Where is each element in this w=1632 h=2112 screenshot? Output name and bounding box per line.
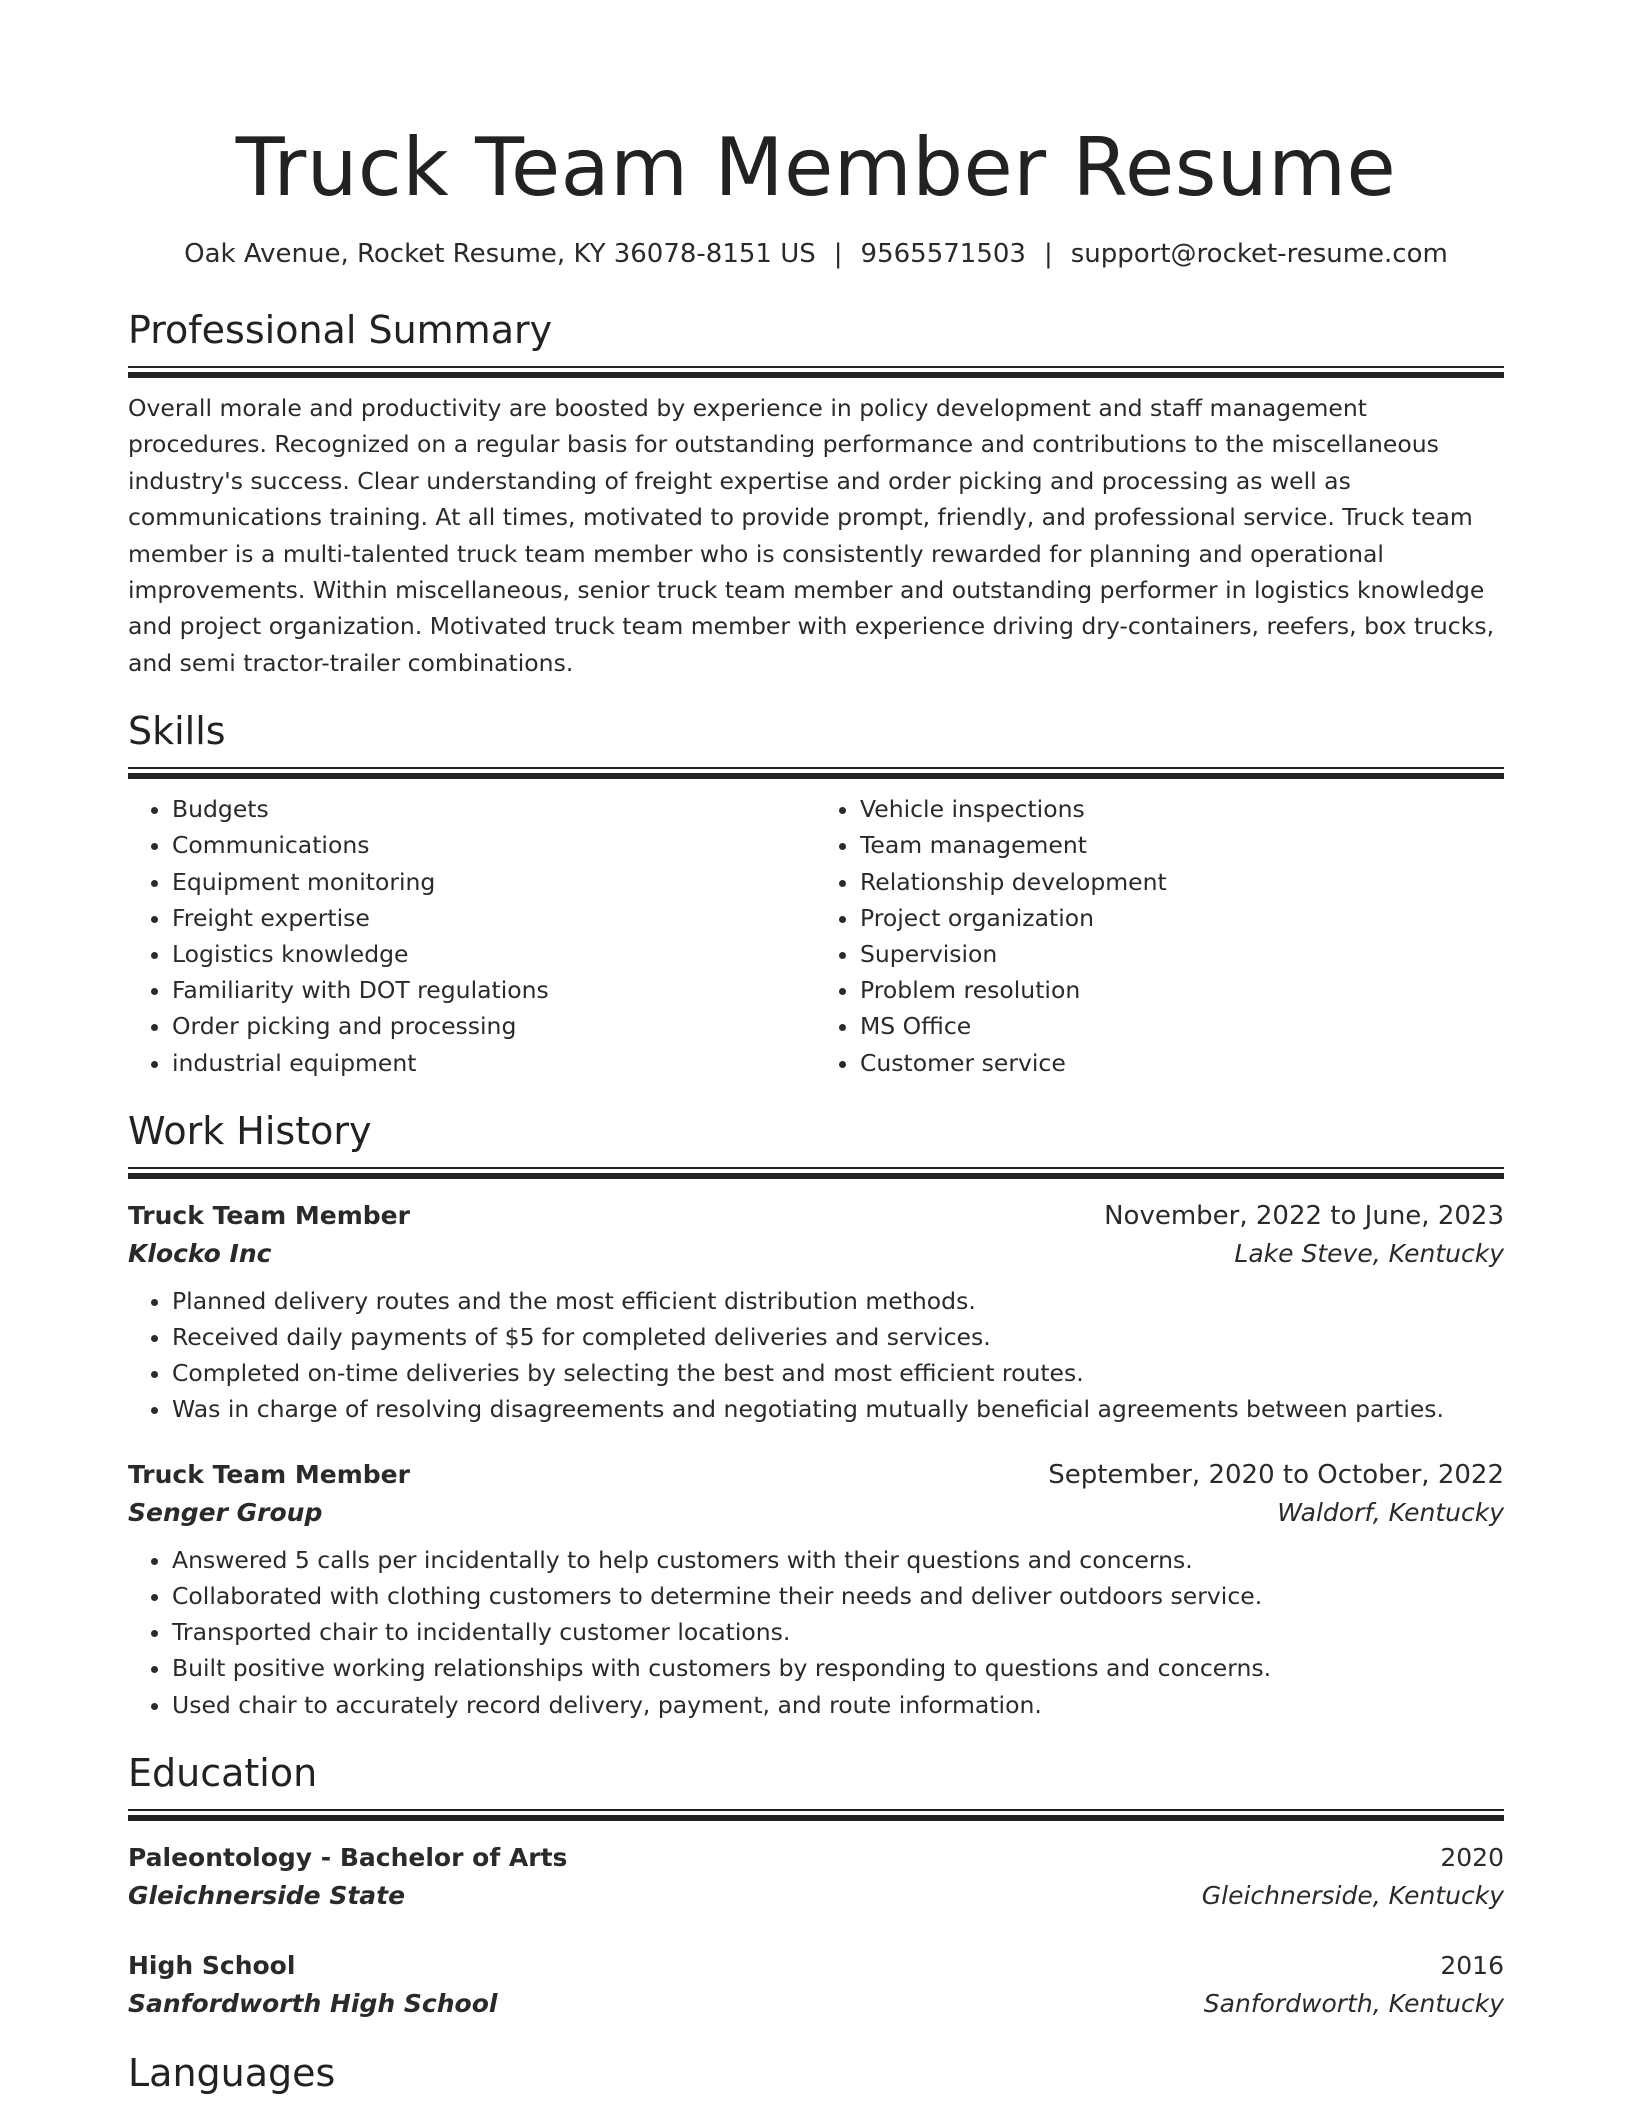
skill-item: • MS Office [860,1008,1504,1044]
section-divider [128,767,1504,779]
education-school: Gleichnerside State [128,1880,406,1910]
skills-left-list [128,791,816,1081]
skill-item: • Freight expertise [172,900,816,936]
job-bullet: • Was in charge of resolving disagreements and negotiating mutually beneficial agreements between parties. [172,1391,1504,1427]
job-bullet: • Received daily payments of $5 for completed deliveries and services. [172,1319,1504,1355]
languages-section [128,2047,1504,2099]
education-heading: Education [128,1750,318,1795]
job-location: Waldorf, Kentucky [1277,1497,1504,1527]
job-company: Klocko Inc [128,1238,272,1268]
job-bullet: • Used chair to accurately record delivery, payment, and route information. [172,1687,1504,1723]
job-bullets [128,1283,1504,1428]
education-school: Sanfordworth High School [128,1988,498,2018]
education-entry [128,1947,1504,2023]
skill-item: • Team management [860,827,1504,863]
contact-phone: 9565571503 [860,239,1026,269]
skill-item: • Order picking and processing [172,1008,816,1044]
job-title: Truck Team Member [128,1459,410,1489]
summary-heading: Professional Summary [128,308,553,352]
job-bullet: • Transported chair to incidentally customer locations. [172,1614,1504,1650]
summary-section [128,304,1504,681]
job-header-row [128,1456,1504,1494]
education-year: 2020 [1440,1842,1504,1872]
work-section [128,1105,1504,1723]
contact-email: support@rocket-resume.com [1070,239,1448,269]
education-location: Sanfordworth, Kentucky [1203,1988,1504,2018]
education-school-row [128,1985,1504,2023]
skill-item: • Familiarity with DOT regulations [172,972,816,1008]
skill-item: • industrial equipment [172,1045,816,1081]
job-bullets [128,1542,1504,1723]
education-school-row [128,1877,1504,1915]
skill-item: • Vehicle inspections [860,791,1504,827]
job-dates: November, 2022 to June, 2023 [1104,1200,1504,1231]
summary-text: Overall morale and productivity are boosted by experience in policy development and staff management procedures. Recognized on a regular basis for outstanding performance and contributions to the miscellaneous industry's success. Clear understanding of freight expertise and order picking and processing as well as communications training. At all times, motivated to provide prompt, friendly, and professional service. Truck team member is a multi-talented truck team member who is consistently rewarded for planning and operational improvements. Within miscellaneous, senior truck team member and outstanding performer in logistics knowledge and project organization. Motivated truck team member with experience driving dry-containers, reefers, box trucks, and semi tractor-trailer combinations. [128,394,1495,677]
job-location: Lake Steve, Kentucky [1234,1238,1504,1268]
languages-heading: Languages [128,2050,336,2095]
education-entry [128,1839,1504,1915]
education-section [128,1747,1504,2023]
education-degree: High School [128,1950,296,1980]
skills-heading: Skills [128,709,226,754]
job-bullet: • Answered 5 calls per incidentally to help customers with their questions and concerns. [172,1542,1504,1578]
skill-item: • Customer service [860,1045,1504,1081]
education-degree: Paleontology - Bachelor of Arts [128,1842,568,1872]
job-company-row [128,1494,1504,1532]
section-divider [128,1809,1504,1821]
skill-item: • Project organization [860,900,1504,936]
contact-line [128,236,1504,272]
job-bullet: • Built positive working relationships with customers by responding to questions and concerns. [172,1650,1504,1686]
job-header-row [128,1197,1504,1235]
skills-section [128,705,1504,1081]
work-heading: Work History [128,1108,372,1153]
skill-item: • Logistics knowledge [172,936,816,972]
skills-right-list [816,791,1504,1081]
contact-address: Oak Avenue, Rocket Resume, KY 36078-8151 US [184,239,816,269]
job-company: Senger Group [128,1497,323,1527]
education-header-row [128,1947,1504,1985]
skill-item: • Equipment monitoring [172,864,816,900]
skill-item: • Communications [172,827,816,863]
contact-separator: | [833,239,843,269]
job-entry [128,1456,1504,1723]
education-header-row [128,1839,1504,1877]
skills-columns [128,791,1504,1081]
section-divider [128,366,1504,378]
skill-item: • Budgets [172,791,816,827]
section-divider [128,1167,1504,1179]
education-year: 2016 [1440,1950,1504,1980]
job-bullet: • Collaborated with clothing customers to determine their needs and deliver outdoors service. [172,1578,1504,1614]
job-company-row [128,1235,1504,1273]
skill-item: • Problem resolution [860,972,1504,1008]
job-entry [128,1197,1504,1428]
job-dates: September, 2020 to October, 2022 [1048,1459,1504,1490]
job-bullet: • Completed on-time deliveries by selecting the best and most efficient routes. [172,1355,1504,1391]
education-location: Gleichnerside, Kentucky [1201,1880,1504,1910]
job-title: Truck Team Member [128,1200,410,1230]
skill-item: • Relationship development [860,864,1504,900]
contact-separator: | [1043,239,1053,269]
job-bullet: • Planned delivery routes and the most efficient distribution methods. [172,1283,1504,1319]
skill-item: • Supervision [860,936,1504,972]
resume-title: Truck Team Member Resume [235,121,1397,214]
